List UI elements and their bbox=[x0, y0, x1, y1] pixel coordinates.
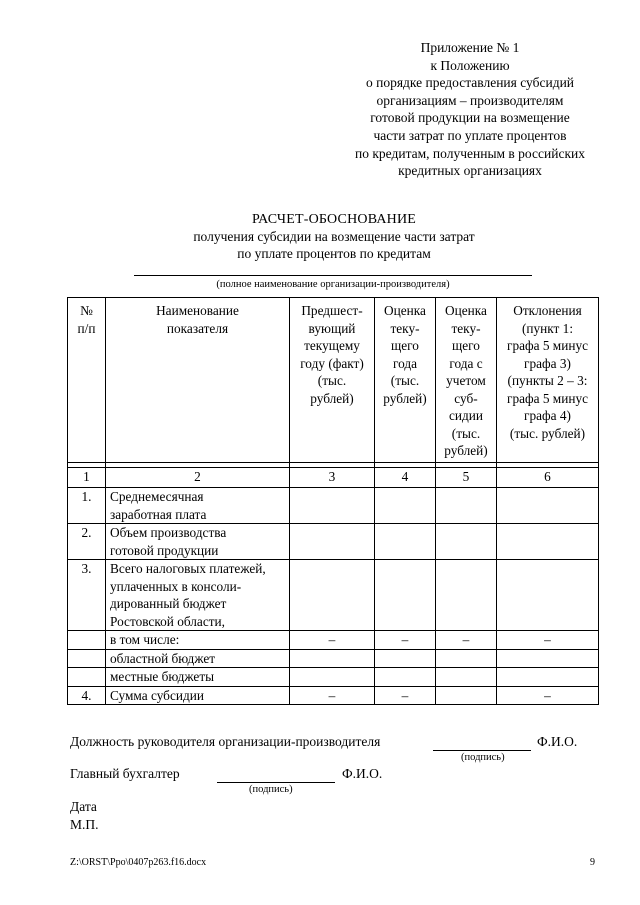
table-row bbox=[68, 631, 599, 650]
cell-col3 bbox=[290, 649, 375, 668]
column-number: 5 bbox=[436, 468, 497, 488]
cell-col6 bbox=[497, 668, 599, 687]
header-cell: Отклонения (пункт 1: графа 5 минус графа 3) (пункты 2 – 3: графа 5 минус графа 4) (тыс. рублей) bbox=[497, 298, 599, 463]
table-header-row bbox=[68, 298, 599, 463]
accountant-label: Главный бухгалтер bbox=[70, 766, 180, 781]
row-name: Среднемесячная заработная плата bbox=[106, 488, 290, 524]
appendix-line: о порядке предоставления субсидий bbox=[365, 75, 575, 91]
cell-col3: – bbox=[290, 631, 375, 650]
cell-col6: – bbox=[497, 686, 599, 705]
appendix-line: готовой продукции на возмещение bbox=[370, 110, 570, 126]
cell-col5 bbox=[436, 649, 497, 668]
table-row bbox=[68, 649, 599, 668]
title-line-1: РАСЧЕТ-ОБОСНОВАНИЕ bbox=[251, 212, 417, 227]
head-fio: Ф.И.О. bbox=[537, 734, 578, 749]
appendix-line: по кредитам, полученным в российских bbox=[355, 145, 585, 161]
org-name-caption: (полное наименование организации-производителя) bbox=[216, 279, 450, 290]
accountant-fio: Ф.И.О. bbox=[342, 766, 383, 781]
table-row bbox=[68, 488, 599, 524]
column-number: 3 bbox=[290, 468, 375, 488]
row-name: областной бюджет bbox=[106, 649, 290, 668]
head-signature-caption: (подпись) bbox=[461, 752, 505, 763]
table-row bbox=[68, 668, 599, 687]
title-line-3: по уплате процентов по кредитам bbox=[237, 246, 431, 261]
cell-col5 bbox=[436, 686, 497, 705]
footer-file-path: Z:\ORST\Ppo\0407p263.f16.docx bbox=[70, 857, 207, 868]
header-cell: Оценка теку- щего года с учетом суб- сидии (тыс. рублей) bbox=[436, 298, 497, 463]
cell-col3: – bbox=[290, 686, 375, 705]
appendix-line: к Положению bbox=[430, 57, 510, 73]
stamp-label: М.П. bbox=[70, 817, 99, 832]
page-number: 9 bbox=[590, 857, 595, 868]
row-name: Объем производства готовой продукции bbox=[106, 524, 290, 560]
column-number: 6 bbox=[497, 468, 599, 488]
cell-col4 bbox=[375, 668, 436, 687]
cell-col5 bbox=[436, 524, 497, 560]
cell-col5 bbox=[436, 560, 497, 631]
row-name: местные бюджеты bbox=[106, 668, 290, 687]
appendix-header bbox=[338, 39, 602, 180]
row-number: 1. bbox=[68, 488, 106, 524]
row-name: Всего налоговых платежей, уплаченных в консоли- дированный бюджет Ростовской области, bbox=[106, 560, 290, 631]
row-number bbox=[68, 668, 106, 687]
row-name: в том числе: bbox=[106, 631, 290, 650]
cell-col3 bbox=[290, 560, 375, 631]
appendix-line: организациям – производителям bbox=[376, 92, 564, 108]
cell-col3 bbox=[290, 668, 375, 687]
cell-col4 bbox=[375, 488, 436, 524]
row-name: Сумма субсидии bbox=[106, 686, 290, 705]
row-number bbox=[68, 631, 106, 650]
cell-col5 bbox=[436, 668, 497, 687]
date-label: Дата bbox=[70, 799, 97, 814]
accountant-signature-caption: (подпись) bbox=[249, 784, 293, 795]
cell-col3 bbox=[290, 524, 375, 560]
row-number: 3. bbox=[68, 560, 106, 631]
header-cell: Предшест- вующий текущему году (факт) (тыс. рублей) bbox=[290, 298, 375, 463]
column-number: 2 bbox=[106, 468, 290, 488]
cell-col4 bbox=[375, 560, 436, 631]
cell-col4 bbox=[375, 649, 436, 668]
table-row bbox=[68, 686, 599, 705]
column-number-row bbox=[68, 468, 599, 488]
appendix-line: кредитных организациях bbox=[398, 163, 542, 179]
column-number: 1 bbox=[68, 468, 106, 488]
cell-col6 bbox=[497, 524, 599, 560]
row-number: 2. bbox=[68, 524, 106, 560]
cell-col4: – bbox=[375, 686, 436, 705]
table-row bbox=[68, 560, 599, 631]
cell-col4 bbox=[375, 524, 436, 560]
cell-col5 bbox=[436, 488, 497, 524]
cell-col6 bbox=[497, 488, 599, 524]
header-cell: № п/п bbox=[68, 298, 106, 463]
appendix-line: Приложение № 1 bbox=[420, 40, 520, 55]
title-line-2: получения субсидии на возмещение части затрат bbox=[193, 229, 475, 244]
cell-col6: – bbox=[497, 631, 599, 650]
column-number: 4 bbox=[375, 468, 436, 488]
calculation-table bbox=[67, 297, 599, 705]
cell-col3 bbox=[290, 488, 375, 524]
accountant-signature-line bbox=[217, 782, 335, 783]
row-number: 4. bbox=[68, 686, 106, 705]
org-name-line bbox=[134, 275, 532, 276]
header-cell: Наименование показателя bbox=[106, 298, 290, 463]
header-cell: Оценка теку- щего года (тыс. рублей) bbox=[375, 298, 436, 463]
row-number bbox=[68, 649, 106, 668]
cell-col6 bbox=[497, 560, 599, 631]
document-title bbox=[120, 211, 548, 262]
cell-col6 bbox=[497, 649, 599, 668]
table-row bbox=[68, 524, 599, 560]
cell-col4: – bbox=[375, 631, 436, 650]
cell-col5: – bbox=[436, 631, 497, 650]
head-signature-line bbox=[433, 750, 531, 751]
appendix-line: части затрат по уплате процентов bbox=[373, 127, 567, 143]
head-position-label: Должность руководителя организации-производителя bbox=[70, 734, 381, 749]
